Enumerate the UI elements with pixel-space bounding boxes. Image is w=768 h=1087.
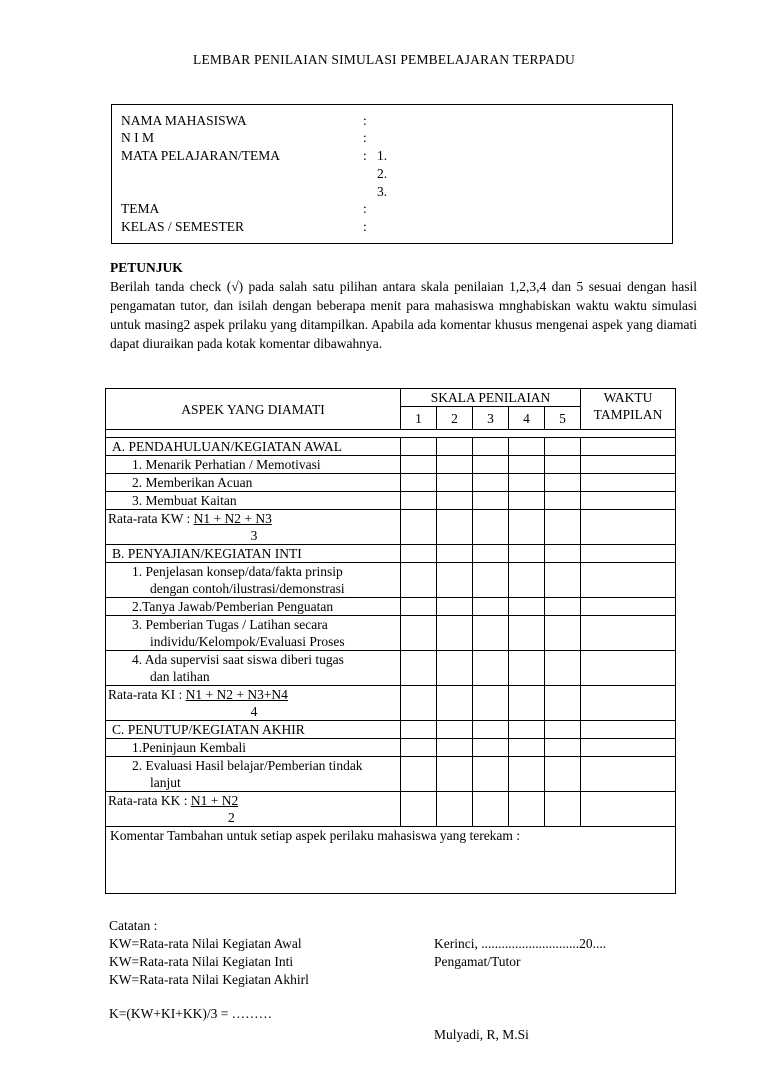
identity-label: TEMA	[121, 201, 160, 216]
assessment-table	[105, 388, 676, 894]
score-cell[interactable]	[509, 792, 545, 827]
identity-value: 2.	[377, 166, 388, 181]
average-denominator: 3	[250, 528, 258, 543]
time-cell[interactable]	[581, 739, 676, 757]
score-cell[interactable]	[473, 510, 509, 545]
identity-colon: :	[363, 148, 367, 163]
header-skala: SKALA PENILAIAN	[401, 389, 581, 407]
identity-value: 1.	[377, 148, 388, 163]
aspect-item-line: individu/Kelompok/Evaluasi Proses	[150, 634, 345, 649]
score-cell[interactable]	[545, 598, 581, 616]
time-cell[interactable]	[581, 757, 676, 792]
table-row	[106, 651, 676, 686]
score-cell[interactable]	[401, 721, 437, 739]
score-cell[interactable]	[545, 438, 581, 456]
aspect-item: 1. Menarik Perhatian / Memotivasi	[106, 456, 401, 474]
score-cell[interactable]	[401, 438, 437, 456]
score-cell[interactable]	[509, 721, 545, 739]
time-cell[interactable]	[581, 598, 676, 616]
score-cell[interactable]	[401, 563, 437, 598]
average-prefix: Rata-rata KI :	[108, 687, 186, 702]
score-cell[interactable]	[473, 616, 509, 651]
table-row	[106, 438, 676, 456]
average-prefix: Rata-rata KW :	[108, 511, 194, 526]
time-cell[interactable]	[581, 510, 676, 545]
signature-role: Pengamat/Tutor	[434, 954, 521, 969]
time-cell[interactable]	[581, 616, 676, 651]
time-cell[interactable]	[581, 438, 676, 456]
score-cell[interactable]	[509, 438, 545, 456]
score-cell[interactable]	[401, 651, 437, 686]
header-spacer	[106, 430, 676, 438]
score-cell[interactable]	[545, 563, 581, 598]
aspect-item-line: dengan contoh/ilustrasi/demonstrasi	[150, 581, 345, 596]
petunjuk-text: Berilah tanda check (√) pada salah satu pilihan antara skala penilaian 1,2,3,4 dan 5 sesuai dengan hasil pengamatan tutor, dan isilah dengan beberapa menit para mahasiswa mnghabiskan waktu waktu simulasi untuk masing2 aspek prilaku yang ditampilkan. Apabila ada komentar khusus mengenai aspek yang diamati dapat diuraikan pada kotak komentar dibawahnya.	[110, 279, 697, 351]
aspect-item: 2. Memberikan Acuan	[106, 474, 401, 492]
score-cell[interactable]	[401, 686, 437, 721]
score-cell[interactable]	[473, 792, 509, 827]
score-cell[interactable]	[509, 739, 545, 757]
table-row	[106, 563, 676, 598]
table-row	[106, 598, 676, 616]
score-cell[interactable]	[509, 598, 545, 616]
score-cell[interactable]	[401, 510, 437, 545]
score-cell[interactable]	[545, 474, 581, 492]
average-numerator: N1 + N2 + N3	[193, 511, 272, 526]
scale-number: 1	[401, 407, 437, 430]
petunjuk-heading: PETUNJUK	[110, 260, 183, 275]
time-cell[interactable]	[581, 545, 676, 563]
score-cell[interactable]	[545, 721, 581, 739]
aspect-item-line: 1. Penjelasan konsep/data/fakta prinsip	[132, 564, 343, 579]
score-cell[interactable]	[401, 792, 437, 827]
score-cell[interactable]	[473, 438, 509, 456]
scale-number: 5	[545, 407, 581, 430]
average-denominator: 2	[228, 810, 235, 825]
score-cell[interactable]	[473, 492, 509, 510]
score-cell[interactable]	[509, 757, 545, 792]
score-cell[interactable]	[437, 757, 473, 792]
time-cell[interactable]	[581, 792, 676, 827]
score-cell[interactable]	[473, 563, 509, 598]
aspect-item: 2.Tanya Jawab/Pemberian Penguatan	[106, 598, 401, 616]
score-cell[interactable]	[509, 474, 545, 492]
average-numerator: N1 + N2 + N3+N4	[185, 687, 288, 702]
score-cell[interactable]	[509, 545, 545, 563]
score-cell[interactable]	[545, 792, 581, 827]
time-cell[interactable]	[581, 474, 676, 492]
score-cell[interactable]	[509, 616, 545, 651]
score-cell[interactable]	[401, 474, 437, 492]
score-cell[interactable]	[401, 616, 437, 651]
identity-row-kelas	[121, 219, 367, 235]
score-cell[interactable]	[437, 651, 473, 686]
time-cell[interactable]	[581, 492, 676, 510]
score-cell[interactable]	[401, 739, 437, 757]
score-cell[interactable]	[473, 545, 509, 563]
time-cell[interactable]	[581, 651, 676, 686]
table-row	[106, 474, 676, 492]
score-cell[interactable]	[473, 598, 509, 616]
score-cell[interactable]	[437, 438, 473, 456]
average-formula	[106, 792, 401, 827]
comment-box[interactable]	[106, 827, 676, 894]
score-cell[interactable]	[437, 598, 473, 616]
score-cell[interactable]	[509, 456, 545, 474]
aspect-item-line: lanjut	[150, 775, 181, 790]
average-denominator: 4	[250, 704, 258, 719]
table-row	[106, 757, 676, 792]
score-cell[interactable]	[509, 510, 545, 545]
score-cell[interactable]	[437, 474, 473, 492]
identity-label: NAMA MAHASISWA	[121, 113, 247, 128]
score-cell[interactable]	[509, 563, 545, 598]
comment-label: Komentar Tambahan untuk setiap aspek perilaku mahasiswa yang terekam :	[110, 828, 521, 843]
table-row	[106, 721, 676, 739]
score-cell[interactable]	[545, 651, 581, 686]
identity-value: 3.	[377, 184, 388, 199]
time-cell[interactable]	[581, 563, 676, 598]
score-cell[interactable]	[509, 686, 545, 721]
score-cell[interactable]	[473, 739, 509, 757]
aspect-item-line: 3. Pemberian Tugas / Latihan secara	[132, 617, 328, 632]
time-cell[interactable]	[581, 456, 676, 474]
score-cell[interactable]	[437, 492, 473, 510]
catatan-line: KW=Rata-rata Nilai Kegiatan Akhirl	[109, 972, 309, 987]
identity-row-nama	[121, 113, 367, 129]
header-waktu	[581, 389, 676, 430]
score-cell[interactable]	[401, 492, 437, 510]
header-aspek: ASPEK YANG DIAMATI	[106, 389, 401, 430]
score-cell[interactable]	[437, 739, 473, 757]
scale-number: 3	[473, 407, 509, 430]
score-cell[interactable]	[473, 474, 509, 492]
section-title: C. PENUTUP/KEGIATAN AKHIR	[106, 721, 401, 739]
average-formula	[106, 686, 401, 721]
aspect-item	[106, 616, 401, 651]
score-cell[interactable]	[401, 545, 437, 563]
table-row	[106, 510, 676, 545]
score-cell[interactable]	[545, 616, 581, 651]
aspect-item	[106, 651, 401, 686]
score-cell[interactable]	[545, 739, 581, 757]
aspect-item	[106, 563, 401, 598]
identity-row-tema	[121, 201, 367, 217]
table-row	[106, 792, 676, 827]
page-title: LEMBAR PENILAIAN SIMULASI PEMBELAJARAN TERPADU	[193, 52, 575, 67]
identity-label: N I M	[121, 130, 154, 145]
score-cell[interactable]	[437, 721, 473, 739]
score-cell[interactable]	[545, 510, 581, 545]
score-cell[interactable]	[545, 456, 581, 474]
identity-label: MATA PELAJARAN/TEMA	[121, 148, 281, 163]
score-cell[interactable]	[437, 545, 473, 563]
table-row	[106, 827, 676, 894]
average-numerator: N1 + N2	[190, 793, 239, 808]
score-cell[interactable]	[401, 598, 437, 616]
score-cell[interactable]	[473, 721, 509, 739]
catatan-formula: K=(KW+KI+KK)/3 = ………	[109, 1006, 273, 1021]
score-cell[interactable]	[437, 563, 473, 598]
score-cell[interactable]	[437, 510, 473, 545]
table-row	[106, 739, 676, 757]
section-title: B. PENYAJIAN/KEGIATAN INTI	[106, 545, 401, 563]
table-header-row	[106, 389, 676, 407]
score-cell[interactable]	[545, 686, 581, 721]
aspect-item: 1.Peninjaun Kembali	[106, 739, 401, 757]
score-cell[interactable]	[473, 651, 509, 686]
score-cell[interactable]	[545, 545, 581, 563]
time-cell[interactable]	[581, 721, 676, 739]
score-cell[interactable]	[473, 757, 509, 792]
score-cell[interactable]	[437, 456, 473, 474]
signature-place-date: Kerinci, .............................20....	[434, 936, 607, 951]
score-cell[interactable]	[437, 792, 473, 827]
identity-box	[111, 104, 673, 244]
table-row	[106, 456, 676, 474]
catatan-line: KW=Rata-rata Nilai Kegiatan Awal	[109, 936, 302, 951]
table-row	[106, 686, 676, 721]
identity-row-mapel	[121, 148, 388, 164]
signature-name: Mulyadi, R, M.Si	[434, 1027, 529, 1042]
aspect-item-line: dan latihan	[150, 669, 210, 684]
identity-colon: :	[363, 219, 367, 234]
table-row	[106, 545, 676, 563]
score-cell[interactable]	[545, 757, 581, 792]
table-row	[106, 616, 676, 651]
catatan-line: KW=Rata-rata Nilai Kegiatan Inti	[109, 954, 294, 969]
header-waktu-line1: WAKTU	[603, 390, 653, 405]
score-cell[interactable]	[401, 757, 437, 792]
score-cell[interactable]	[473, 686, 509, 721]
time-cell[interactable]	[581, 686, 676, 721]
score-cell[interactable]	[509, 651, 545, 686]
header-waktu-line2: TAMPILAN	[593, 407, 663, 422]
section-title: A. PENDAHULUAN/KEGIATAN AWAL	[106, 438, 401, 456]
table-row	[106, 492, 676, 510]
identity-colon: :	[363, 201, 367, 216]
aspect-item-line: 2. Evaluasi Hasil belajar/Pemberian tindak	[132, 758, 363, 773]
average-prefix: Rata-rata KK :	[108, 793, 191, 808]
score-cell[interactable]	[401, 456, 437, 474]
identity-colon: :	[363, 130, 367, 145]
score-cell[interactable]	[509, 492, 545, 510]
score-cell[interactable]	[545, 492, 581, 510]
score-cell[interactable]	[437, 686, 473, 721]
identity-colon: :	[363, 113, 367, 128]
aspect-item: 3. Membuat Kaitan	[106, 492, 401, 510]
scale-number: 2	[437, 407, 473, 430]
aspect-item-line: 4. Ada supervisi saat siswa diberi tugas	[132, 652, 344, 667]
scale-number: 4	[509, 407, 545, 430]
aspect-item	[106, 757, 401, 792]
score-cell[interactable]	[473, 456, 509, 474]
score-cell[interactable]	[437, 616, 473, 651]
average-formula	[106, 510, 401, 545]
identity-label: KELAS / SEMESTER	[121, 219, 245, 234]
catatan-heading: Catatan :	[109, 918, 158, 933]
identity-row-nim	[121, 130, 367, 146]
